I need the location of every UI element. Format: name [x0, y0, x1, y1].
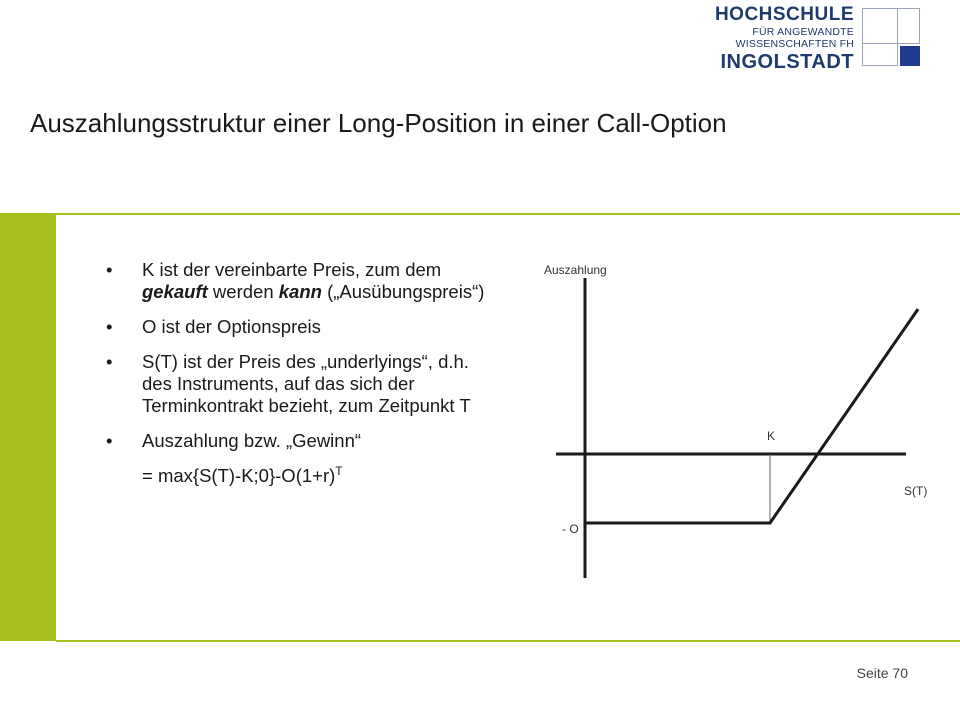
accent-bar [0, 213, 56, 641]
payoff-chart [540, 250, 940, 590]
logo-mark-icon [862, 8, 920, 66]
logo-text [715, 4, 854, 74]
logo-line-3: WISSENSCHAFTEN FH [735, 38, 854, 50]
bullet-dot-icon: • [106, 351, 113, 372]
bullet-item-k: • K ist der vereinbarte Preis, zum dem gekauft werden kann („Ausübungspreis“) [106, 259, 485, 302]
bullet-item-auszahlung: • Auszahlung bzw. „Gewinn“ = $\max\{S(T)-K;0\}-O(1+r)^T$ [106, 430, 486, 487]
payoff-line [585, 309, 918, 523]
payoff-formula: = $\max\{S(T)-K;0\}-O(1+r)^T$ [142, 464, 343, 487]
strike-label: K [767, 429, 776, 443]
emphasis-gekauft: gekauft [142, 281, 208, 302]
logo-line-2: FÜR ANGEWANDTE [752, 26, 854, 38]
slide-title: Auszahlungsstruktur einer Long-Position in einer Call-Option [30, 108, 727, 138]
frame-bottom-line [56, 640, 960, 642]
university-logo [714, 4, 950, 73]
y-axis-label: Auszahlung [544, 263, 607, 277]
page-number: Seite 70 [856, 665, 908, 681]
bullet-dot-icon: • [106, 430, 113, 451]
bullet-item-o: • O ist der Optionspreis [106, 316, 321, 337]
premium-label: - O [562, 522, 579, 536]
bullet-dot-icon: • [106, 316, 113, 337]
bullet-dot-icon: • [106, 259, 113, 280]
frame-top-line [56, 213, 960, 215]
bullet-item-st: • S(T) ist der Preis des „underlyings“, d.h. des Instruments, auf das sich der Terminkontrakt bezieht, zum Zeitpunkt T [106, 351, 471, 416]
x-axis-label: S(T) [904, 484, 928, 498]
bullet-list [106, 259, 486, 500]
logo-line-1: HOCHSCHULE [714, 4, 854, 25]
emphasis-kann: kann [278, 281, 322, 302]
logo-line-4: INGOLSTADT [720, 51, 854, 73]
payoff-series [585, 309, 918, 523]
